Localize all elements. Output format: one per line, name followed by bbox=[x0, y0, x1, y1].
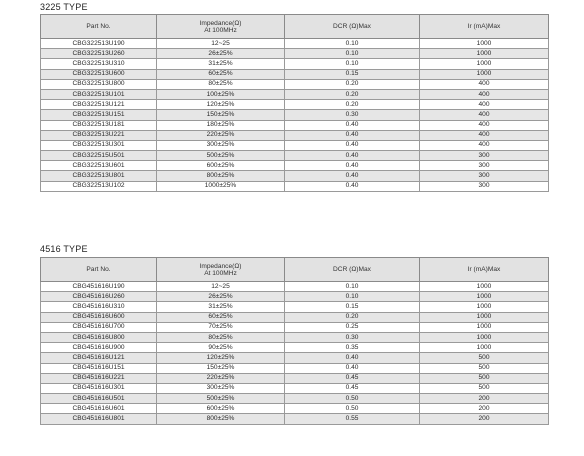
cell-impedance: 100±25% bbox=[157, 89, 285, 99]
cell-part-no: CBG322513U102 bbox=[41, 181, 157, 191]
cell-impedance: 220±25% bbox=[157, 373, 285, 383]
section-title-3225: 3225 TYPE bbox=[40, 2, 88, 12]
cell-part-no: CBG451616U600 bbox=[41, 312, 157, 322]
cell-impedance: 600±25% bbox=[157, 404, 285, 414]
cell-dcr: 0.20 bbox=[285, 89, 420, 99]
cell-impedance: 80±25% bbox=[157, 332, 285, 342]
cell-ir: 1000 bbox=[420, 322, 549, 332]
cell-ir: 200 bbox=[420, 404, 549, 414]
cell-part-no: CBG451616U260 bbox=[41, 292, 157, 302]
table-row bbox=[41, 414, 549, 424]
cell-dcr: 0.55 bbox=[285, 414, 420, 424]
cell-impedance: 300±25% bbox=[157, 140, 285, 150]
cell-impedance: 1000±25% bbox=[157, 181, 285, 191]
cell-impedance: 80±25% bbox=[157, 79, 285, 89]
cell-impedance: 31±25% bbox=[157, 59, 285, 69]
cell-ir: 300 bbox=[420, 181, 549, 191]
cell-dcr: 0.40 bbox=[285, 130, 420, 140]
cell-dcr: 0.45 bbox=[285, 373, 420, 383]
cell-part-no: CBG451616U601 bbox=[41, 404, 157, 414]
cell-ir: 1000 bbox=[420, 69, 549, 79]
table-row bbox=[41, 302, 549, 312]
cell-impedance: 12~25 bbox=[157, 282, 285, 292]
cell-part-no: CBG451616U121 bbox=[41, 353, 157, 363]
cell-part-no: CBG322513U260 bbox=[41, 49, 157, 59]
cell-ir: 400 bbox=[420, 89, 549, 99]
cell-part-no: CBG322513U301 bbox=[41, 140, 157, 150]
cell-impedance: 120±25% bbox=[157, 100, 285, 110]
header-ir: Ir (mA)Max bbox=[420, 258, 549, 282]
table-row bbox=[41, 282, 549, 292]
table-row bbox=[41, 181, 549, 191]
cell-dcr: 0.35 bbox=[285, 343, 420, 353]
cell-part-no: CBG322513U221 bbox=[41, 130, 157, 140]
table-row bbox=[41, 89, 549, 99]
cell-part-no: CBG451616U301 bbox=[41, 383, 157, 393]
cell-part-no: CBG322513U310 bbox=[41, 59, 157, 69]
cell-ir: 400 bbox=[420, 140, 549, 150]
header-impedance-label: Impedance(Ω) bbox=[199, 262, 242, 270]
cell-part-no: CBG451616U190 bbox=[41, 282, 157, 292]
table-row bbox=[41, 59, 549, 69]
header-impedance-sub: At 100MHz bbox=[204, 269, 237, 277]
table-row bbox=[41, 110, 549, 120]
cell-dcr: 0.40 bbox=[285, 120, 420, 130]
cell-dcr: 0.40 bbox=[285, 151, 420, 161]
spec-table-3225 bbox=[40, 14, 549, 192]
cell-dcr: 0.10 bbox=[285, 49, 420, 59]
cell-dcr: 0.20 bbox=[285, 100, 420, 110]
cell-impedance: 26±25% bbox=[157, 49, 285, 59]
cell-part-no: CBG322513U600 bbox=[41, 69, 157, 79]
section-title-4516: 4516 TYPE bbox=[40, 244, 88, 254]
cell-part-no: CBG322513U190 bbox=[41, 39, 157, 49]
cell-part-no: CBG451616U501 bbox=[41, 394, 157, 404]
table-row bbox=[41, 39, 549, 49]
cell-ir: 1000 bbox=[420, 343, 549, 353]
cell-impedance: 26±25% bbox=[157, 292, 285, 302]
cell-dcr: 0.15 bbox=[285, 69, 420, 79]
table-row bbox=[41, 383, 549, 393]
cell-ir: 1000 bbox=[420, 39, 549, 49]
cell-dcr: 0.40 bbox=[285, 181, 420, 191]
cell-ir: 400 bbox=[420, 120, 549, 130]
cell-ir: 1000 bbox=[420, 59, 549, 69]
cell-ir: 500 bbox=[420, 383, 549, 393]
cell-dcr: 0.20 bbox=[285, 79, 420, 89]
cell-impedance: 800±25% bbox=[157, 414, 285, 424]
cell-part-no: CBG322513U801 bbox=[41, 171, 157, 181]
table-row bbox=[41, 404, 549, 414]
cell-impedance: 12~25 bbox=[157, 39, 285, 49]
header-impedance-sub: At 100MHz bbox=[204, 26, 237, 34]
cell-dcr: 0.20 bbox=[285, 312, 420, 322]
cell-dcr: 0.10 bbox=[285, 59, 420, 69]
cell-impedance: 70±25% bbox=[157, 322, 285, 332]
header-ir: Ir (mA)Max bbox=[420, 15, 549, 39]
cell-dcr: 0.30 bbox=[285, 332, 420, 342]
table-row bbox=[41, 373, 549, 383]
cell-impedance: 90±25% bbox=[157, 343, 285, 353]
cell-part-no: CBG451616U221 bbox=[41, 373, 157, 383]
cell-part-no: CBG322513U121 bbox=[41, 100, 157, 110]
cell-ir: 1000 bbox=[420, 292, 549, 302]
cell-dcr: 0.40 bbox=[285, 363, 420, 373]
cell-impedance: 220±25% bbox=[157, 130, 285, 140]
header-part-no: Part No. bbox=[41, 258, 157, 282]
cell-dcr: 0.25 bbox=[285, 322, 420, 332]
header-impedance bbox=[157, 15, 285, 39]
cell-impedance: 60±25% bbox=[157, 312, 285, 322]
cell-impedance: 150±25% bbox=[157, 363, 285, 373]
cell-dcr: 0.10 bbox=[285, 39, 420, 49]
cell-part-no: CBG451616U310 bbox=[41, 302, 157, 312]
cell-ir: 1000 bbox=[420, 302, 549, 312]
cell-ir: 200 bbox=[420, 394, 549, 404]
cell-part-no: CBG451616U800 bbox=[41, 332, 157, 342]
cell-ir: 400 bbox=[420, 130, 549, 140]
table-row bbox=[41, 151, 549, 161]
cell-dcr: 0.45 bbox=[285, 383, 420, 393]
cell-part-no: CBG451616U900 bbox=[41, 343, 157, 353]
cell-dcr: 0.15 bbox=[285, 302, 420, 312]
cell-ir: 300 bbox=[420, 151, 549, 161]
cell-dcr: 0.10 bbox=[285, 292, 420, 302]
cell-part-no: CBG451616U700 bbox=[41, 322, 157, 332]
table-row bbox=[41, 171, 549, 181]
table-row bbox=[41, 69, 549, 79]
cell-ir: 200 bbox=[420, 414, 549, 424]
table-row bbox=[41, 312, 549, 322]
cell-part-no: CBG451616U801 bbox=[41, 414, 157, 424]
table-row bbox=[41, 100, 549, 110]
table-row bbox=[41, 140, 549, 150]
cell-part-no: CBG322513U151 bbox=[41, 110, 157, 120]
table-row bbox=[41, 343, 549, 353]
cell-ir: 1000 bbox=[420, 312, 549, 322]
cell-impedance: 500±25% bbox=[157, 394, 285, 404]
table-header-row bbox=[41, 15, 549, 39]
cell-ir: 500 bbox=[420, 353, 549, 363]
header-impedance bbox=[157, 258, 285, 282]
header-dcr: DCR (Ω)Max bbox=[285, 258, 420, 282]
cell-ir: 400 bbox=[420, 79, 549, 89]
cell-impedance: 120±25% bbox=[157, 353, 285, 363]
table-row bbox=[41, 79, 549, 89]
cell-ir: 300 bbox=[420, 171, 549, 181]
cell-dcr: 0.50 bbox=[285, 404, 420, 414]
cell-part-no: CBG322513U101 bbox=[41, 89, 157, 99]
table-row bbox=[41, 120, 549, 130]
table-row bbox=[41, 49, 549, 59]
cell-ir: 300 bbox=[420, 161, 549, 171]
cell-impedance: 180±25% bbox=[157, 120, 285, 130]
cell-impedance: 500±25% bbox=[157, 151, 285, 161]
table-row bbox=[41, 394, 549, 404]
cell-part-no: CBG322515U501 bbox=[41, 151, 157, 161]
cell-impedance: 300±25% bbox=[157, 383, 285, 393]
cell-impedance: 60±25% bbox=[157, 69, 285, 79]
cell-dcr: 0.40 bbox=[285, 161, 420, 171]
cell-ir: 500 bbox=[420, 363, 549, 373]
cell-impedance: 800±25% bbox=[157, 171, 285, 181]
cell-impedance: 31±25% bbox=[157, 302, 285, 312]
cell-part-no: CBG322513U601 bbox=[41, 161, 157, 171]
cell-ir: 1000 bbox=[420, 332, 549, 342]
cell-ir: 400 bbox=[420, 110, 549, 120]
spec-table-4516 bbox=[40, 257, 549, 425]
table-row bbox=[41, 363, 549, 373]
cell-part-no: CBG322513U181 bbox=[41, 120, 157, 130]
header-dcr: DCR (Ω)Max bbox=[285, 15, 420, 39]
cell-ir: 1000 bbox=[420, 49, 549, 59]
header-part-no: Part No. bbox=[41, 15, 157, 39]
cell-dcr: 0.10 bbox=[285, 282, 420, 292]
cell-dcr: 0.40 bbox=[285, 140, 420, 150]
cell-dcr: 0.40 bbox=[285, 171, 420, 181]
cell-part-no: CBG451616U151 bbox=[41, 363, 157, 373]
cell-ir: 500 bbox=[420, 373, 549, 383]
table-header-row bbox=[41, 258, 549, 282]
cell-dcr: 0.50 bbox=[285, 394, 420, 404]
cell-part-no: CBG322513U800 bbox=[41, 79, 157, 89]
cell-impedance: 150±25% bbox=[157, 110, 285, 120]
cell-impedance: 600±25% bbox=[157, 161, 285, 171]
cell-dcr: 0.40 bbox=[285, 353, 420, 363]
cell-ir: 400 bbox=[420, 100, 549, 110]
table-row bbox=[41, 322, 549, 332]
table-row bbox=[41, 130, 549, 140]
table-row bbox=[41, 332, 549, 342]
table-row bbox=[41, 292, 549, 302]
table-row bbox=[41, 161, 549, 171]
cell-ir: 1000 bbox=[420, 282, 549, 292]
header-impedance-label: Impedance(Ω) bbox=[199, 19, 242, 27]
table-row bbox=[41, 353, 549, 363]
cell-dcr: 0.30 bbox=[285, 110, 420, 120]
